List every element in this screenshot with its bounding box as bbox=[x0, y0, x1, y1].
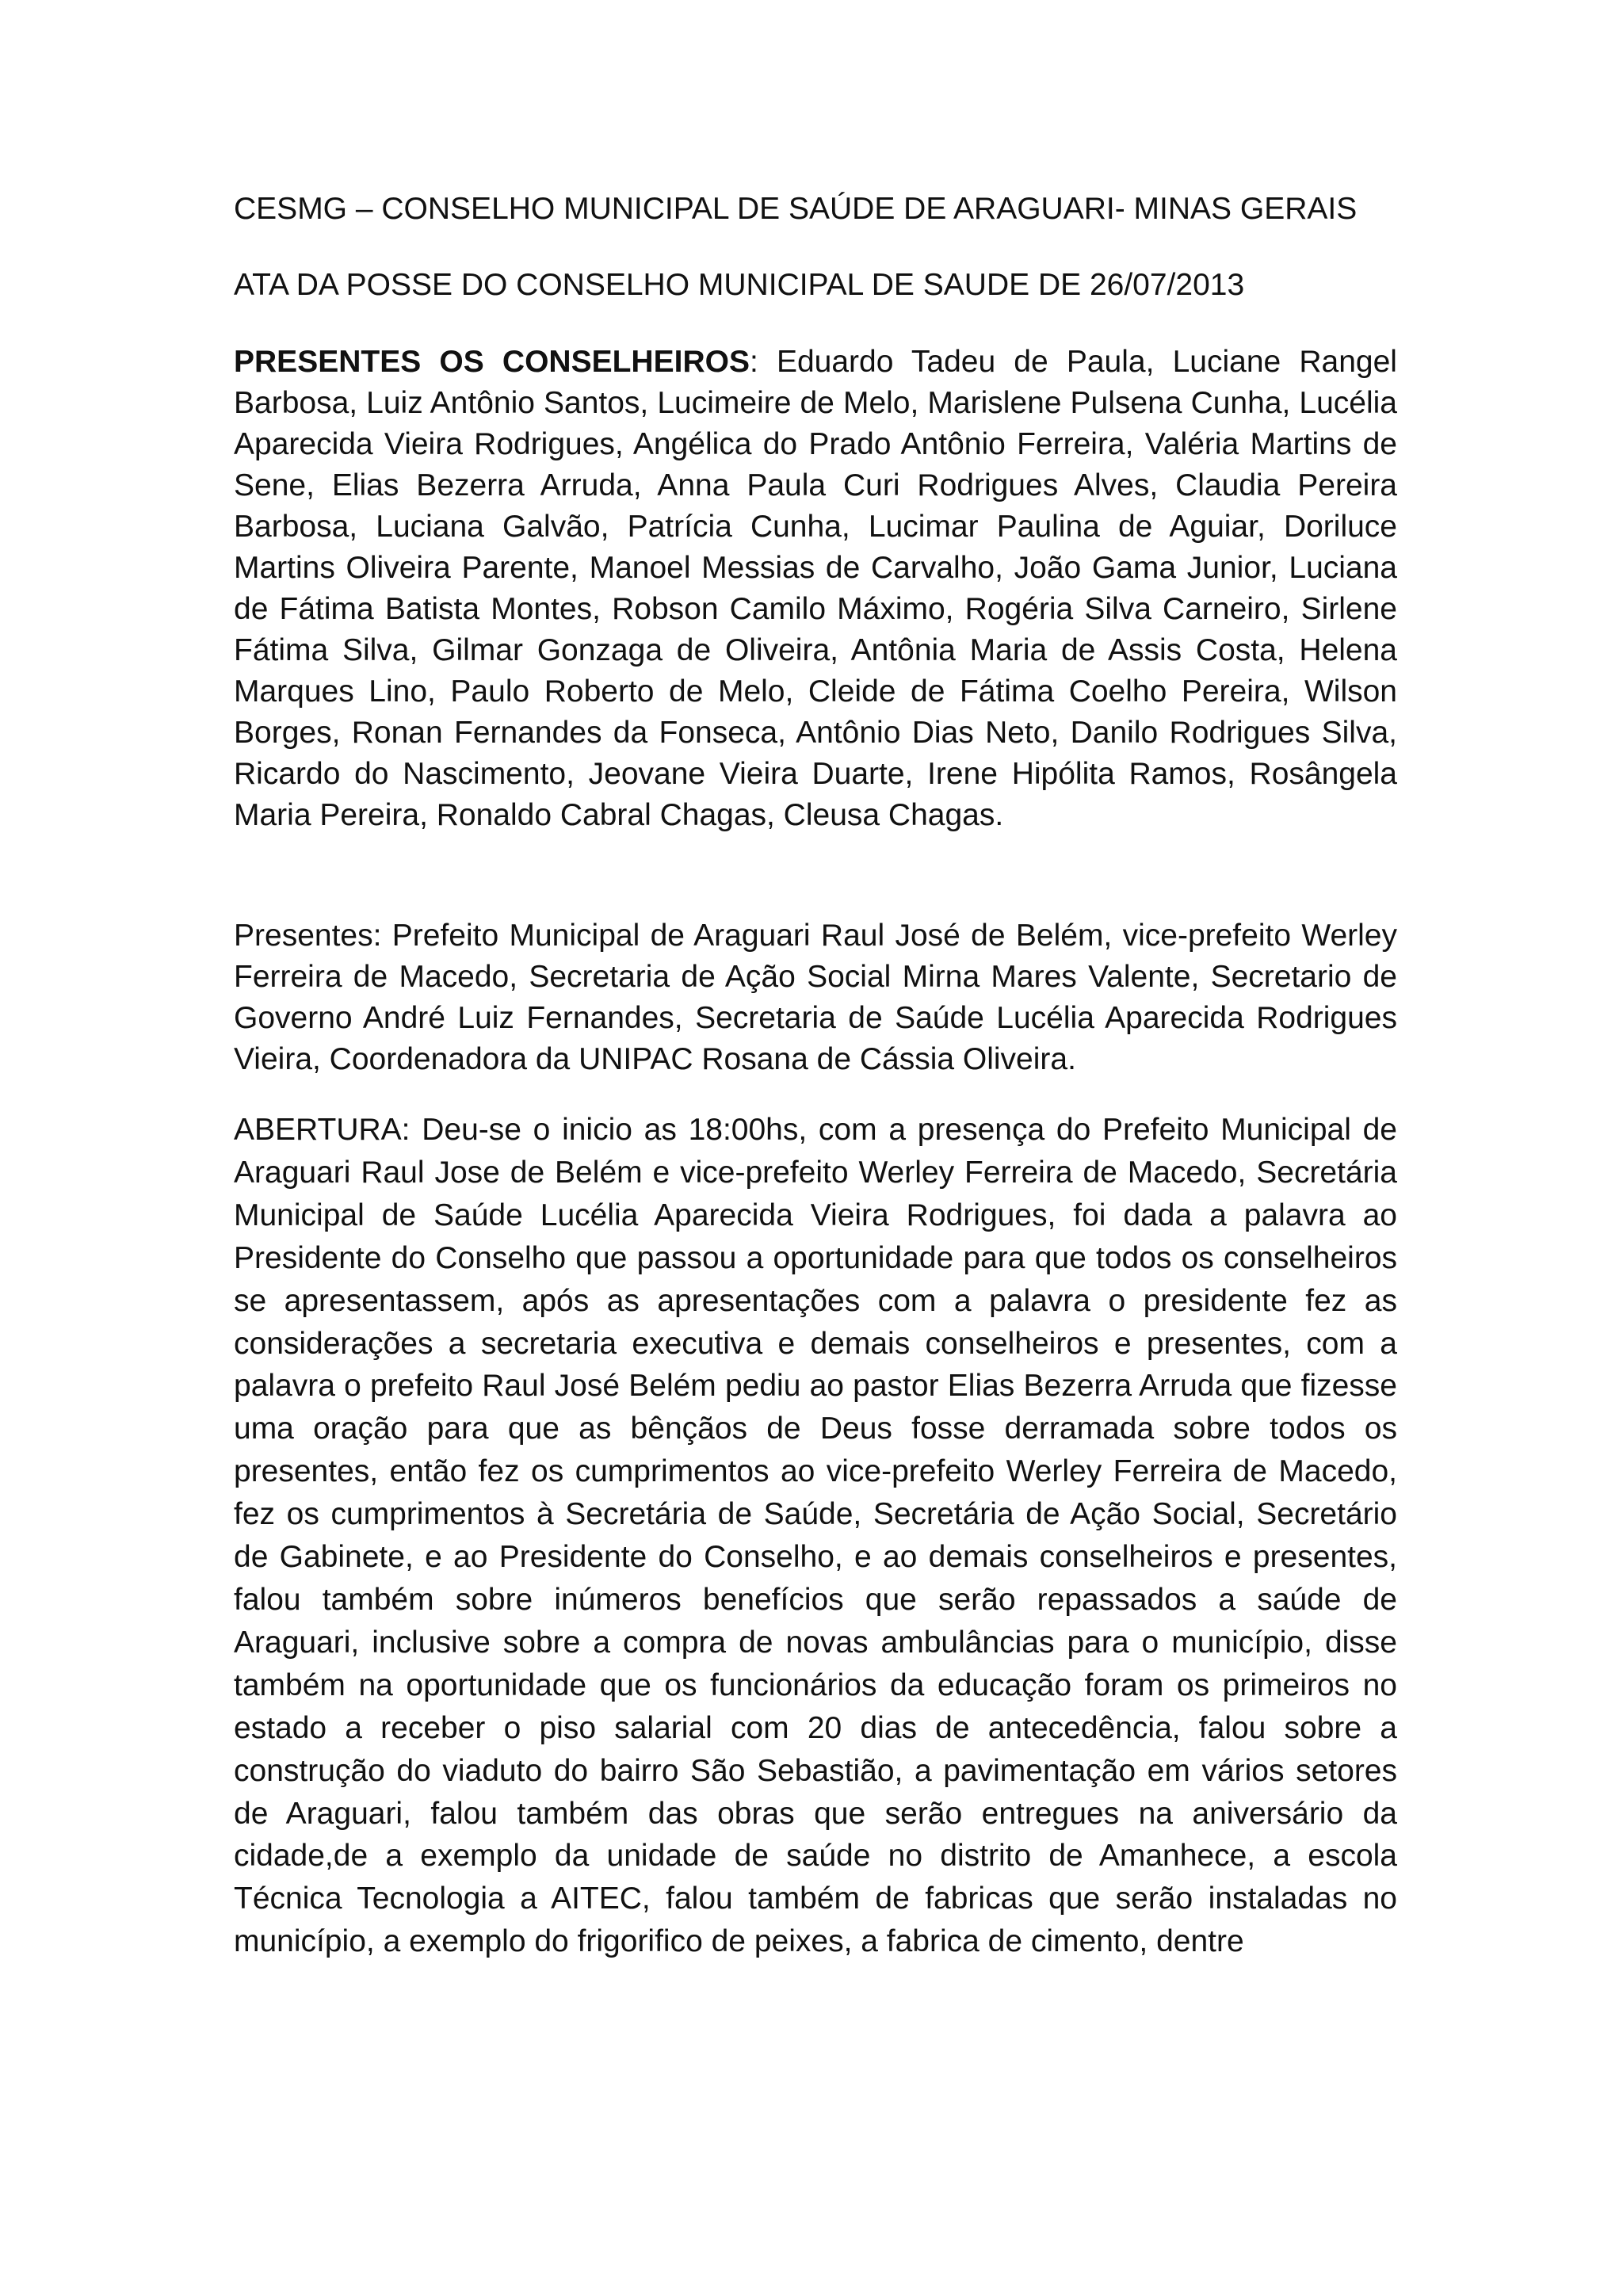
document-title: CESMG – CONSELHO MUNICIPAL DE SAÚDE DE ARAGUARI- MINAS GERAIS bbox=[234, 192, 1358, 226]
members-paragraph bbox=[234, 342, 1397, 836]
presentes-paragraph: Presentes: Prefeito Municipal de Araguari Raul José de Belém, vice-prefeito Werley Ferreira de Macedo, Secretaria de Ação Social Mirna Mares Valente, Secretario de Governo André Luiz Fernandes, Secretaria de Saúde Lucélia Aparecida Rodrigues Vieira, Coordenadora da UNIPAC Rosana de Cássia Oliveira. bbox=[234, 919, 1397, 1076]
document-subtitle: ATA DA POSSE DO CONSELHO MUNICIPAL DE SAUDE DE 26/07/2013 bbox=[234, 268, 1245, 302]
document-body bbox=[234, 189, 1397, 1963]
members-list: : Eduardo Tadeu de Paula, Luciane Rangel Barbosa, Luiz Antônio Santos, Lucimeire de Melo, Marislene Pulsena Cunha, Lucélia Aparecida Vieira Rodrigues, Angélica do Prado Antônio Ferreira, Valéria Martins de Sene, Elias Bezerra Arruda, Anna Paula Curi Rodrigues Alves, Claudia Pereira Barbosa, Luciana Galvão, Patrícia Cunha, Lucimar Paulina de Aguiar, Doriluce Martins Oliveira Parente, Manoel Messias de Carvalho, João Gama Junior, Luciana de Fátima Batista Montes, Robson Camilo Máximo, Rogéria Silva Carneiro, Sirlene Fátima Silva, Gilmar Gonzaga de Oliveira, Antônia Maria de Assis Costa, Helena Marques Lino, Paulo Roberto de Melo, Cleide de Fátima Coelho Pereira, Wilson Borges, Ronan Fernandes da Fonseca, Antônio Dias Neto, Danilo Rodrigues Silva, Ricardo do Nascimento, Jeovane Vieira Duarte, Irene Hipólita Ramos, Rosângela Maria Pereira, Ronaldo Cabral Chagas, Cleusa Chagas. bbox=[234, 345, 1397, 832]
abertura-paragraph: ABERTURA: Deu-se o inicio as 18:00hs, com a presença do Prefeito Municipal de Araguari Raul Jose de Belém e vice-prefeito Werley Ferreira de Macedo, Secretária Municipal de Saúde Lucélia Aparecida Vieira Rodrigues, foi dada a palavra ao Presidente do Conselho que passou a oportunidade para que todos os conselheiros se apresentassem, após as apresentações com a palavra o presidente fez as considerações a secretaria executiva e demais conselheiros e presentes, com a palavra o prefeito Raul José Belém pediu ao pastor Elias Bezerra Arruda que fizesse uma oração para que as bênçãos de Deus fosse derramada sobre todos os presentes, então fez os cumprimentos ao vice-prefeito Werley Ferreira de Macedo, fez os cumprimentos à Secretária de Saúde, Secretária de Ação Social, Secretário de Gabinete, e ao Presidente do Conselho, e ao demais conselheiros e presentes, falou também sobre inúmeros benefícios que serão repassados a saúde de Araguari, inclusive sobre a compra de novas ambulâncias para o município, disse também na oportunidade que os funcionários da educação foram os primeiros no estado a receber o piso salarial com 20 dias de antecedência, falou sobre a construção do viaduto do bairro São Sebastião, a pavimentação em vários setores de Araguari, falou também das obras que serão entregues na aniversário da cidade,de a exemplo da unidade de saúde no distrito de Amanhece, a escola Técnica Tecnologia a AITEC, falou também de fabricas que serão instaladas no município, a exemplo do frigorifico de peixes, a fabrica de cimento, dentre bbox=[234, 1113, 1397, 1959]
members-label: PRESENTES OS CONSELHEIROS bbox=[234, 345, 750, 379]
